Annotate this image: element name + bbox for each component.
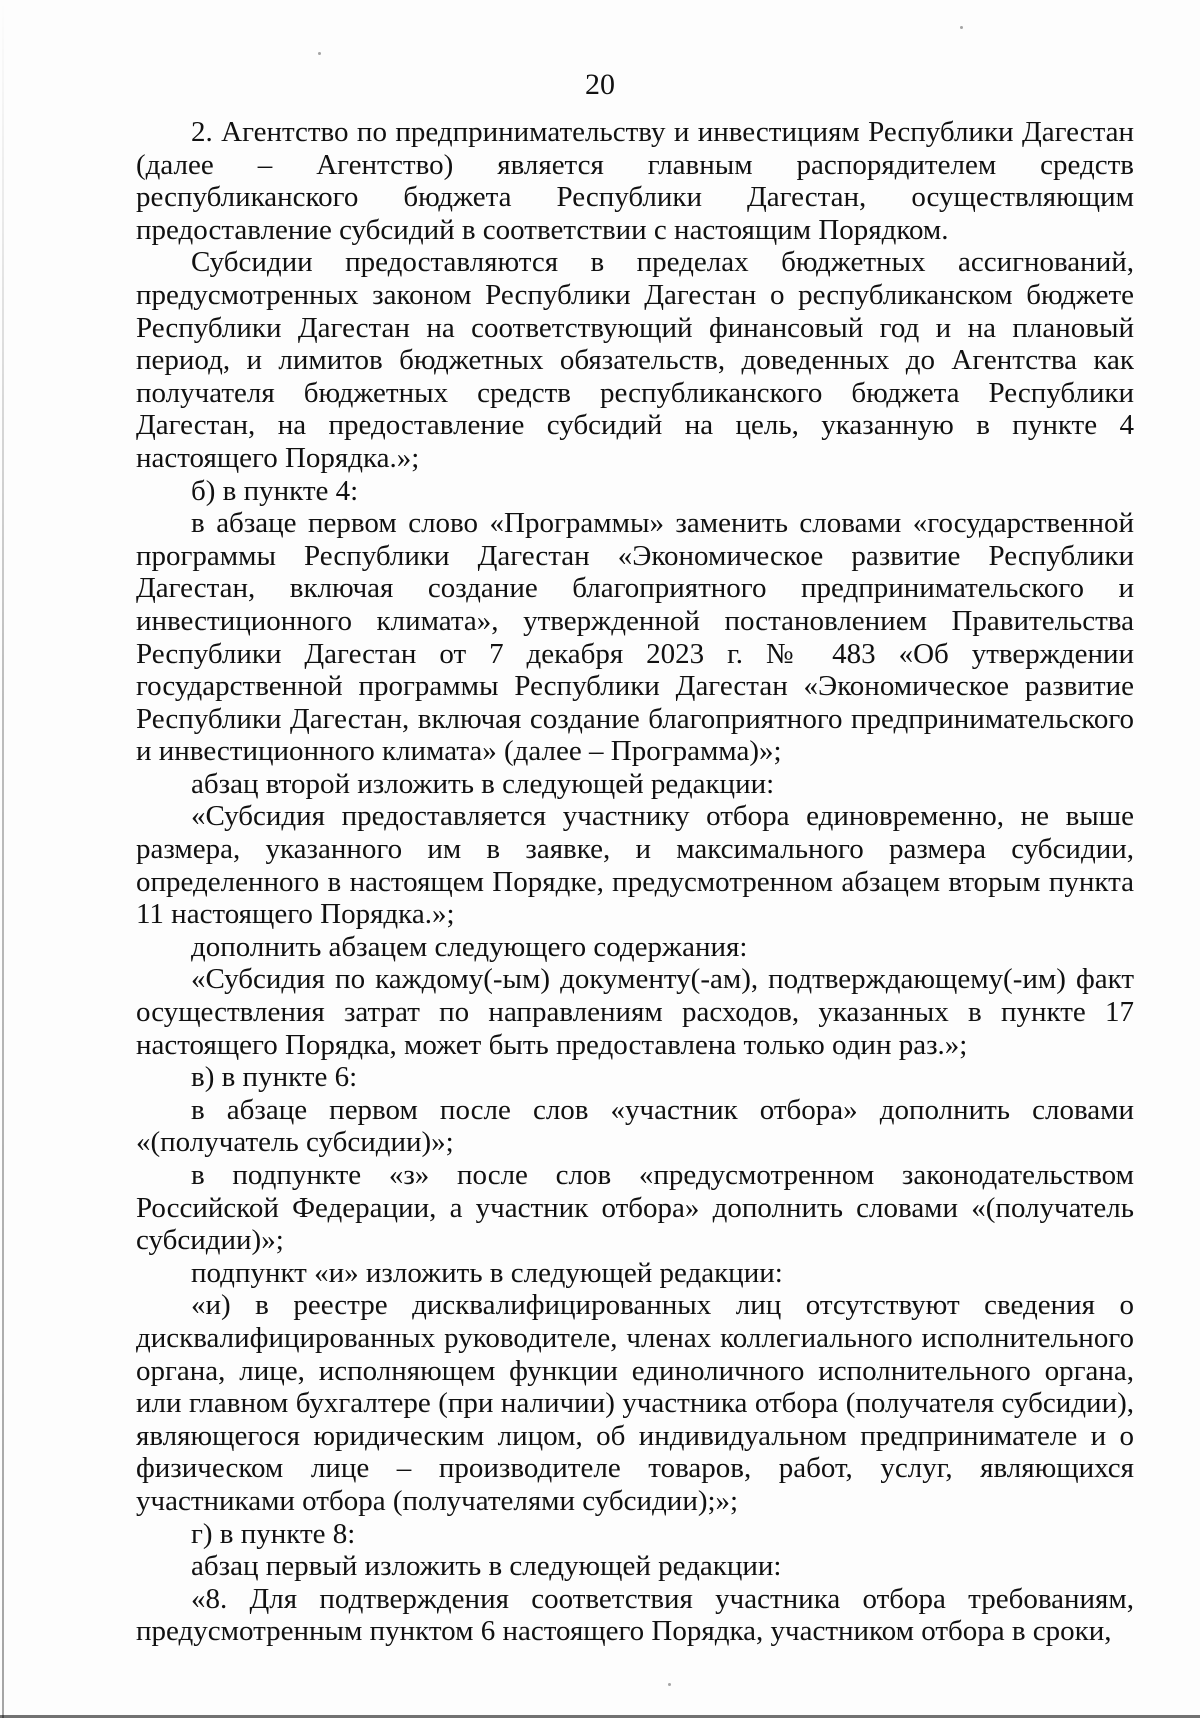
scan-edge-left <box>2 0 4 1718</box>
paragraph: дополнить абзацем следующего содержания: <box>191 930 748 963</box>
document-body <box>136 116 1134 1648</box>
paragraph: в абзаце первом после слов «участник отбора» дополнить словами «(получатель субсидии)»; <box>136 1093 1134 1159</box>
paragraph: «Субсидия по каждому(-ым) документу(-ам), подтверждающему(-им) факт осуществления затрат по направлениям расходов, указанных в пункте 17 настоящего Порядка, может быть предоставлена только один раз.»; <box>136 963 1134 1061</box>
scan-speck <box>318 52 321 55</box>
scan-speck <box>668 1683 671 1686</box>
paragraph: «и) в реестре дисквалифицированных лиц отсутствуют сведения о дисквалифицированных руководителе, членах коллегиального исполнительного органа, лице, исполняющем функции единоличного исполнительного органа, или главном бухгалтере (при наличии) участника отбора (получателя субсидии), являющегося юридическим лицом, об индивидуальном предпринимателе и о физическом лице – производителе товаров, работ, услуг, являющихся участниками отбора (получателями субсидии);»; <box>136 1289 1134 1517</box>
scan-speck <box>960 26 963 29</box>
paragraph: 2. Агентство по предпринимательству и инвестициям Республики Дагестан (далее – Агентство) является главным распорядителем средств республиканского бюджета Республики Дагестан, осуществляющим предоставление субсидий в соответствии с настоящим Порядком. <box>136 116 1134 246</box>
paragraph: в) в пункте 6: <box>191 1061 358 1094</box>
paragraph: «Субсидия предоставляется участнику отбора единовременно, не выше размера, указанного им в заявке, и максимального размера субсидии, определенного в настоящем Порядке, предусмотренном абзацем вторым пункта 11 настоящего Порядка.»; <box>136 800 1134 931</box>
paragraph: подпункт «и» изложить в следующей редакции: <box>191 1256 783 1289</box>
paragraph: абзац второй изложить в следующей редакции: <box>191 767 775 800</box>
paragraph: б) в пункте 4: <box>191 474 359 507</box>
paragraph: Субсидии предоставляются в пределах бюджетных ассигнований, предусмотренных законом Республики Дагестан о республиканском бюджете Республики Дагестан на соответствующий финансовый год и на плановый период, и лимитов бюджетных обязательств, доведенных до Агентства как получателя бюджетных средств республиканского бюджета Республики Дагестан, на предоставление субсидий на цель, указанную в пункте 4 настоящего Порядка.»; <box>136 246 1134 474</box>
paragraph: «8. Для подтверждения соответствия участника отбора требованиям, предусмотренным пунктом 6 настоящего Порядка, участником отбора в сроки, <box>136 1582 1134 1648</box>
paragraph: абзац первый изложить в следующей редакции: <box>191 1550 782 1583</box>
page-number: 20 <box>585 68 615 101</box>
paragraph: в абзаце первом слово «Программы» заменить словами «государственной программы Республики Дагестан «Экономическое развитие Республики Дагестан, включая создание благоприятного предпринимательского и инвестиционного климата», утвержденной постановлением Правительства Республики Дагестан от 7 декабря 2023 г. № 483 «Об утверждении государственной программы Республики Дагестан «Экономическое развитие Республики Дагестан, включая создание благоприятного предпринимательского и инвестиционного климата» (далее – Программа)»; <box>136 507 1134 768</box>
paragraph: в подпункте «з» после слов «предусмотренном законодательством Российской Федерации, а участник отбора» дополнить словами «(получатель субсидии)»; <box>136 1159 1134 1257</box>
paragraph: г) в пункте 8: <box>191 1517 356 1550</box>
